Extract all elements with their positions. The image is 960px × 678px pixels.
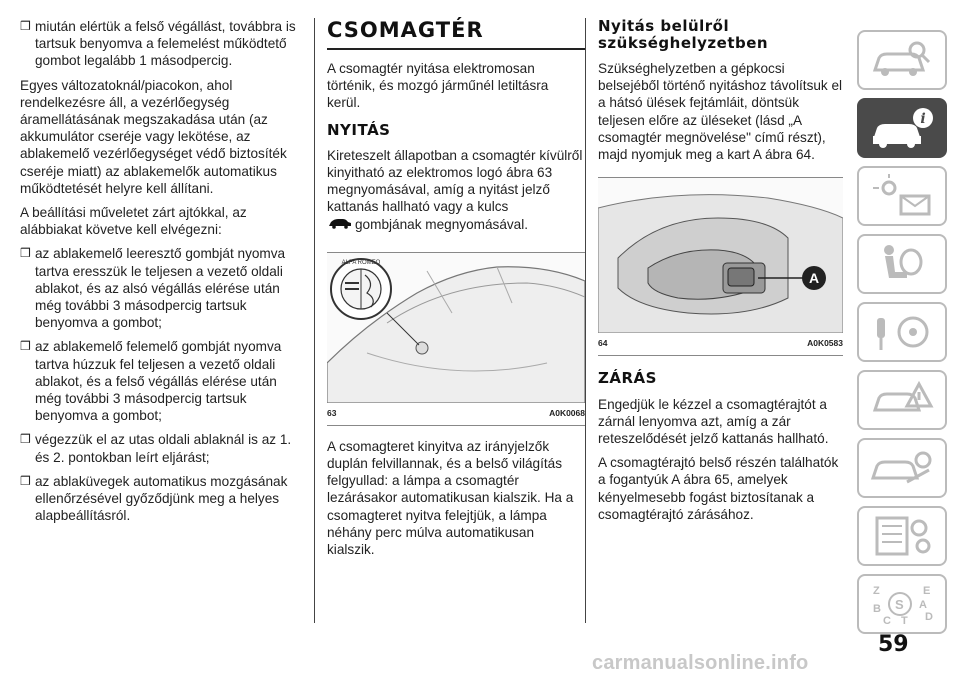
figure-code: A0K0068 — [549, 407, 585, 418]
figure-number: 63 — [327, 407, 337, 418]
bullet-text: az ablakemelő felemelő gombját nyomva tartva húzzuk fel teljesen a vezető oldali ablakot, és a felső végállás elérése után még további 3 másodpercig tartsuk benyomva a gombot; — [35, 339, 282, 424]
paragraph-text: Kireteszelt állapotban a csomagtér kívülről kinyitható az elektromos logó ábra 63 megnyomásával, amíg a nyitást jelző kattanás hallható vagy a kulcs — [327, 147, 583, 215]
car-warning-icon — [867, 378, 937, 422]
paragraph: A csomagtér nyitása elektromosan történik, és mozgó járműnél letiltásra kerül. — [327, 61, 549, 111]
page-number: 59 — [878, 632, 909, 657]
checkbox-glyph-icon: ❒ — [20, 339, 31, 354]
subsection-heading: Nyitás belülről szükséghelyzetben — [598, 17, 769, 52]
index-letter: Z — [873, 585, 880, 597]
airbag-seat-icon — [867, 242, 937, 286]
checkbox-glyph-icon: ❒ — [20, 432, 31, 447]
index-letter: E — [923, 585, 931, 597]
bullet-text: az ablaküvegek automatikus mozgásának ellenőrzésével győződjünk meg a helyes alapbeállításról. — [35, 473, 288, 524]
column-right — [598, 18, 843, 530]
column-middle — [327, 18, 585, 565]
checkbox-glyph-icon: ❒ — [20, 473, 31, 488]
car-search-icon — [867, 38, 937, 82]
paragraph: Engedjük le kézzel a csomagtérajtót a zárnál lenyomva azt, amíg a zár reteszelődését jelző kattanás hallható. — [598, 396, 829, 447]
tab-airbag-seat[interactable] — [857, 234, 947, 294]
dashboard-lights-icon — [867, 174, 937, 218]
car-key-icon — [327, 216, 353, 233]
paragraph: Egyes változatoknál/piacokon, ahol rendelkezésre áll, a vezérlőegység áramellátásának megszakadása után (az akkumulátor cseréje vagy lekötése, az ablakemelő vezérlőegységet védő biztosíték cseréje miatt) az ablakemelők automatikus működtetését helyre kell állítani. — [20, 77, 287, 196]
callout-label: A — [808, 270, 820, 287]
chapter-tabs — [857, 30, 947, 642]
index-letters-icon — [867, 582, 937, 626]
section-title: CSOMAGTÉR — [327, 18, 484, 42]
index-letter: C — [883, 615, 891, 626]
paragraph-text: gombjának megnyomásával. — [355, 216, 529, 232]
logo-text: ALFA ROMEO — [341, 259, 381, 266]
column-divider — [585, 18, 586, 623]
bullet-text: miután elértük a felső végállást, továbbra is tartsuk benyomva a felemelést működtető gombot legalább 1 másodpercig. — [35, 19, 296, 69]
checkbox-glyph-icon: ❒ — [20, 246, 31, 261]
index-letter: B — [873, 603, 881, 615]
specs-list-icon — [867, 514, 937, 558]
checkbox-glyph-icon: ❒ — [20, 19, 31, 33]
emergency-lever-illustration — [598, 178, 843, 333]
svg-text:i: i — [920, 111, 926, 127]
bullet-text: végezzük el az utas oldali ablaknál is az 1. és 2. pontokban leírt eljárást; — [35, 432, 292, 465]
bullet-item — [20, 473, 300, 525]
index-letter: D — [925, 611, 933, 623]
figure-caption — [327, 403, 585, 425]
figure-64 — [598, 177, 843, 356]
subsection-heading: ZÁRÁS — [598, 369, 657, 388]
index-letter: A — [919, 599, 927, 611]
tab-car-info[interactable] — [857, 98, 947, 158]
paragraph: A csomagteret kinyitva az irányjelzők duplán felvillannak, és a belső világítás felgyullad: a lámpa a csomagtér lezárásakor automatikusan kialszik. Ha a csomagteret nyitva felejtjük, a lámpa néhány perc múlva automatikusan kialszik. — [327, 438, 574, 558]
tab-dashboard-lights[interactable] — [857, 166, 947, 226]
column-left — [20, 18, 300, 531]
trunk-logo-illustration — [327, 253, 585, 403]
tab-specs-list[interactable] — [857, 506, 947, 566]
paragraph: Szükséghelyzetben a gépkocsi belsejéből történő nyitáshoz távolítsuk el a hátsó ülések fejtámláit, döntsük teljesen előre az üléseket (lásd „A csomagtér megnövelése" című részt), majd nyomjuk meg a kart A ábra 64. — [598, 61, 843, 163]
watermark: carmanualsonline.info — [592, 652, 809, 674]
paragraph — [327, 147, 585, 234]
figure-caption — [598, 333, 843, 355]
tab-key-steering[interactable] — [857, 302, 947, 362]
car-info-icon — [867, 106, 937, 150]
figure-code: A0K0583 — [807, 338, 843, 349]
paragraph: A beállítási műveletet zárt ajtókkal, az alábbiakat követve kell elvégezni: — [20, 205, 247, 238]
tab-car-service[interactable] — [857, 438, 947, 498]
paragraph: A csomagtérajtó belső részén találhatók a fogantyúk A ábra 65, amelyek kényelmesebb fogást biztosítanak a csomagtérajtó zárásához. — [598, 455, 839, 522]
column-divider — [314, 18, 315, 623]
index-letter: T — [901, 615, 908, 626]
index-letter: S — [895, 597, 904, 612]
title-rule — [327, 48, 585, 50]
bullet-item — [20, 245, 300, 331]
car-service-icon — [867, 446, 937, 490]
figure-number: 64 — [598, 338, 608, 349]
tab-car-search[interactable] — [857, 30, 947, 90]
figure-63 — [327, 252, 585, 426]
tab-index-letters[interactable] — [857, 574, 947, 634]
tab-car-warning[interactable] — [857, 370, 947, 430]
bullet-item — [20, 431, 300, 465]
bullet-text: az ablakemelő leeresztő gombját nyomva tartva eresszük le teljesen a vezető oldali ablakot, és az alsó végállás elérése után még további 3 másodpercig tartsuk benyomva a gombot; — [35, 246, 286, 331]
bullet-item — [20, 18, 300, 70]
key-steering-icon — [867, 310, 937, 354]
subsection-heading: NYITÁS — [327, 120, 391, 139]
bullet-item — [20, 338, 300, 424]
